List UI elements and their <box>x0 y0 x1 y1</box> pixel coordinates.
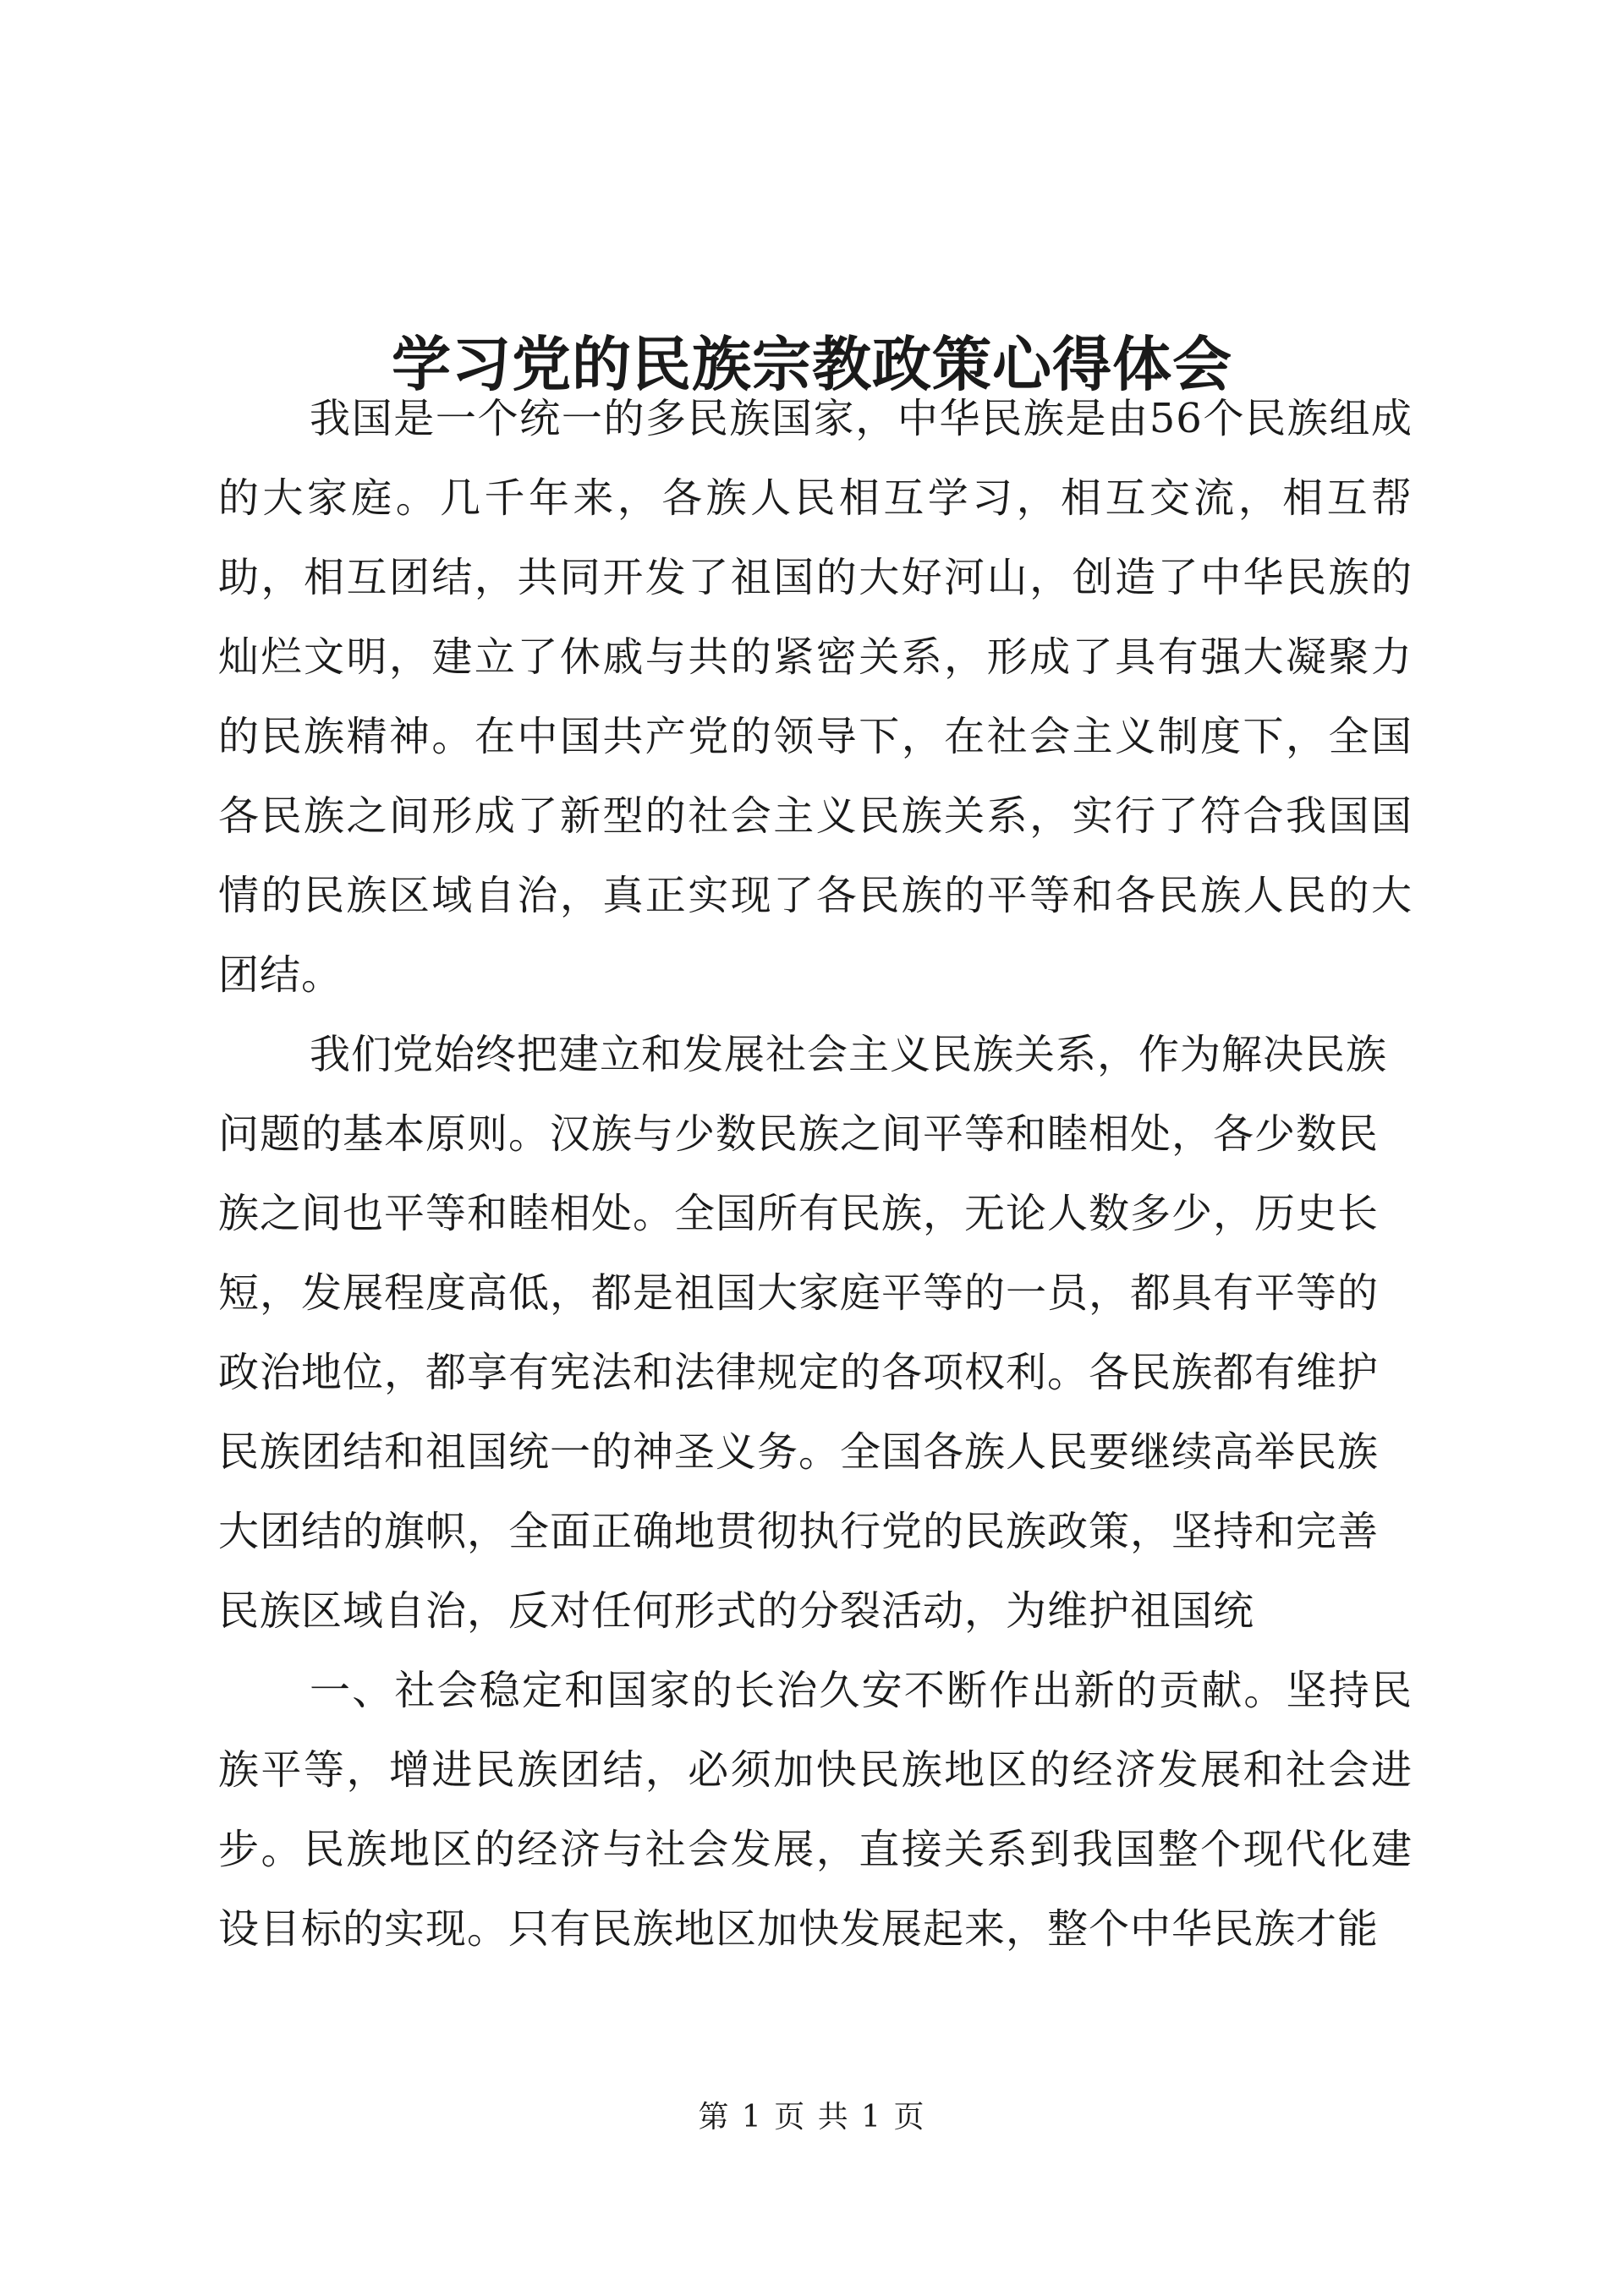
paragraph-1: 我国是一个统一的多民族国家，中华民族是由56个民族组成的大家庭。几千年来，各族人民相互学习，相互交流，相互帮助，相互团结，共同开发了祖国的大好河山，创造了中华民族的灿烂文明，建立了休戚与共的紧密关系，形成了具有强大凝聚力的民族精神。在中国共产党的领导下，在社会主义制度下，全国各民族之间形成了新型的社会主义民族关系，实行了符合我国国情的民族区域自治，真正实现了各民族的平等和各民族人民的大团结。 <box>218 395 1413 999</box>
document-title: 学习党的民族宗教政策心得体会 <box>392 328 1232 399</box>
paragraph-3: 一、社会稳定和国家的长治久安不断作出新的贡献。坚持民族平等，增进民族团结，必须加快民族地区的经济发展和社会进步。民族地区的经济与社会发展，直接关系到我国整个现代化建设目标的实现。只有民族地区加快发展起来，整个中华民族才能 <box>218 1667 1413 1953</box>
document-body <box>218 379 1413 1969</box>
paragraph-2: 我们党始终把建立和发展社会主义民族关系，作为解决民族问题的基本原则。汉族与少数民族之间平等和睦相处，各少数民族之间也平等和睦相处。全国所有民族，无论人数多少，历史长短，发展程度高低，都是祖国大家庭平等的一员，都具有平等的政治地位，都享有宪法和法律规定的各项权利。各民族都有维护民族团结和祖国统一的神圣义务。全国各族人民要继续高举民族大团结的旗帜，全面正确地贯彻执行党的民族政策，坚持和完善民族区域自治，反对任何形式的分裂活动，为维护祖国统 <box>218 1031 1388 1635</box>
page-number-footer: 第 1 页 共 1 页 <box>698 2100 926 2134</box>
